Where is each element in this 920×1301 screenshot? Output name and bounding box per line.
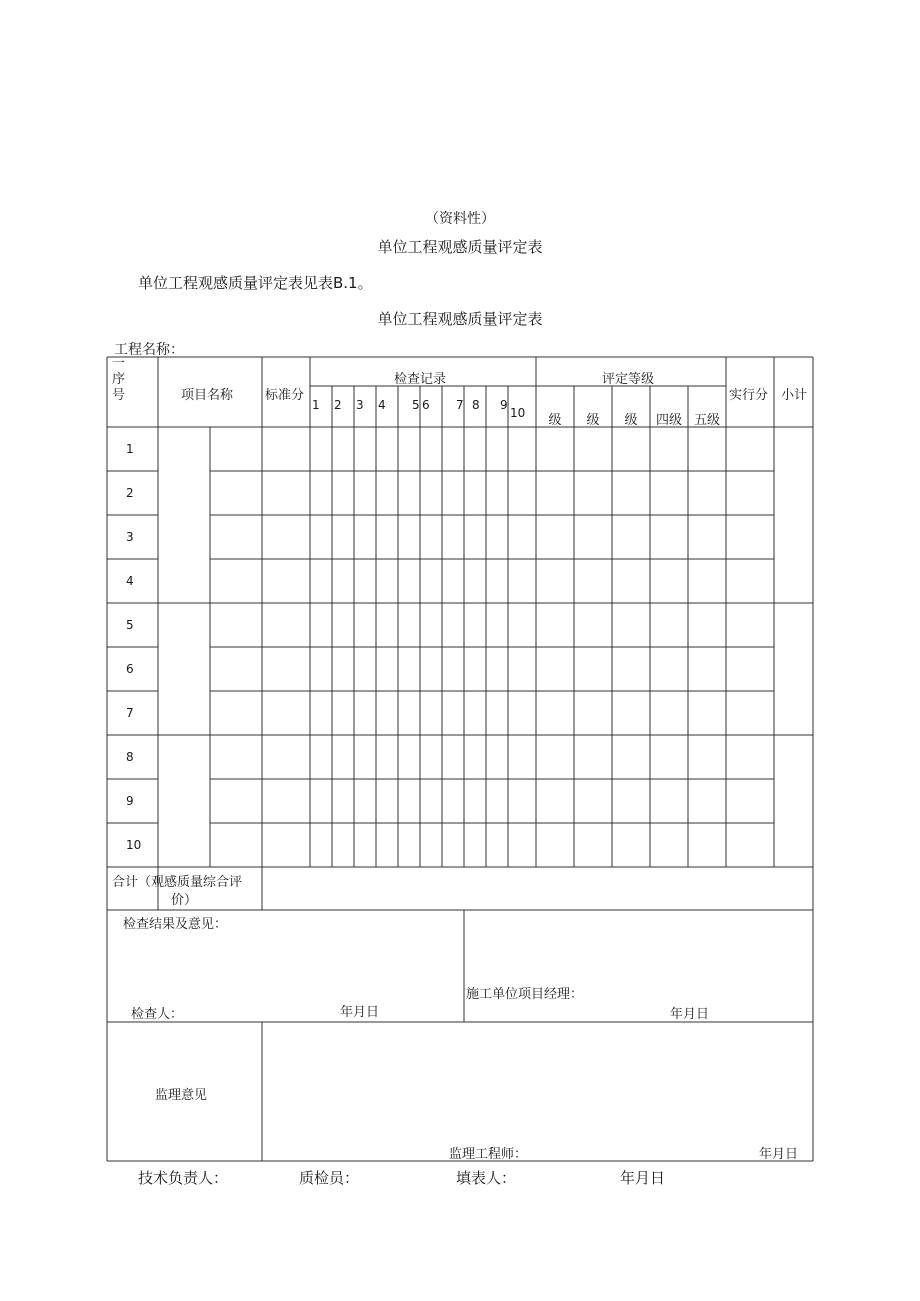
total-label-line1: 合计（观感质量综合评 [112, 875, 243, 890]
header-item-name: 项目名称 [181, 388, 234, 403]
row-number-10: 10 [126, 838, 142, 852]
inspector-label: 检查人： [131, 1007, 184, 1022]
header-subtotal: 小计 [781, 388, 808, 403]
grade-level-4: 四级 [655, 413, 682, 428]
grade-level-2: 级 [586, 413, 600, 428]
row-number-5: 5 [126, 618, 134, 632]
row-number-9: 9 [126, 794, 134, 808]
row-number-7: 7 [126, 706, 134, 720]
appendix-note: （资料性） [425, 211, 495, 227]
check-number-7: 7 [456, 398, 464, 412]
row-number-4: 4 [126, 574, 134, 588]
row-number-3: 3 [126, 530, 134, 544]
header-seq: 序 号 [112, 372, 126, 403]
project-manager-label: 施工单位项目经理： [466, 987, 584, 1002]
supervising-engineer-label: 监理工程师： [449, 1147, 528, 1162]
footer-qc: 质检员： [299, 1169, 360, 1187]
project-manager-date: 年月日 [670, 1007, 710, 1022]
check-number-2: 2 [334, 398, 342, 412]
check-number-1: 1 [312, 398, 320, 412]
inspection-result-label: 检查结果及意见： [123, 917, 228, 932]
header-check-record: 检查记录 [394, 372, 447, 387]
seq-mark: 一 [112, 356, 126, 371]
check-number-10: 10 [510, 406, 526, 420]
grade-level-3: 级 [624, 413, 638, 428]
footer-tech-lead: 技术负责人： [138, 1169, 229, 1187]
total-label-line2: 价） [171, 893, 198, 908]
supervision-label: 监理意见 [155, 1088, 208, 1103]
check-number-6: 6 [422, 398, 430, 412]
row-number-2: 2 [126, 486, 134, 500]
header-actual-score: 实行分 [729, 388, 769, 403]
footer-date: 年月日 [620, 1169, 666, 1187]
check-number-8: 8 [472, 398, 480, 412]
project-name-label: 工程名称： [114, 342, 184, 358]
header-grade: 评定等级 [602, 372, 655, 387]
grade-level-5: 五级 [693, 413, 720, 428]
row-number-8: 8 [126, 750, 134, 764]
intro-text: 单位工程观感质量评定表见表B.1。 [138, 274, 373, 292]
page-title: 单位工程观感质量评定表 [377, 238, 543, 256]
check-number-3: 3 [356, 398, 364, 412]
grade-level-1: 级 [548, 413, 562, 428]
row-number-1: 1 [126, 442, 134, 456]
check-number-5: 5 [412, 398, 420, 412]
supervising-engineer-date: 年月日 [759, 1147, 799, 1162]
inspector-date: 年月日 [340, 1005, 380, 1020]
check-number-4: 4 [378, 398, 386, 412]
check-number-9: 9 [500, 398, 508, 412]
header-standard-score: 标准分 [265, 388, 305, 403]
row-number-6: 6 [126, 662, 134, 676]
table-title: 单位工程观感质量评定表 [377, 310, 543, 328]
footer-filler: 填表人： [456, 1169, 517, 1187]
